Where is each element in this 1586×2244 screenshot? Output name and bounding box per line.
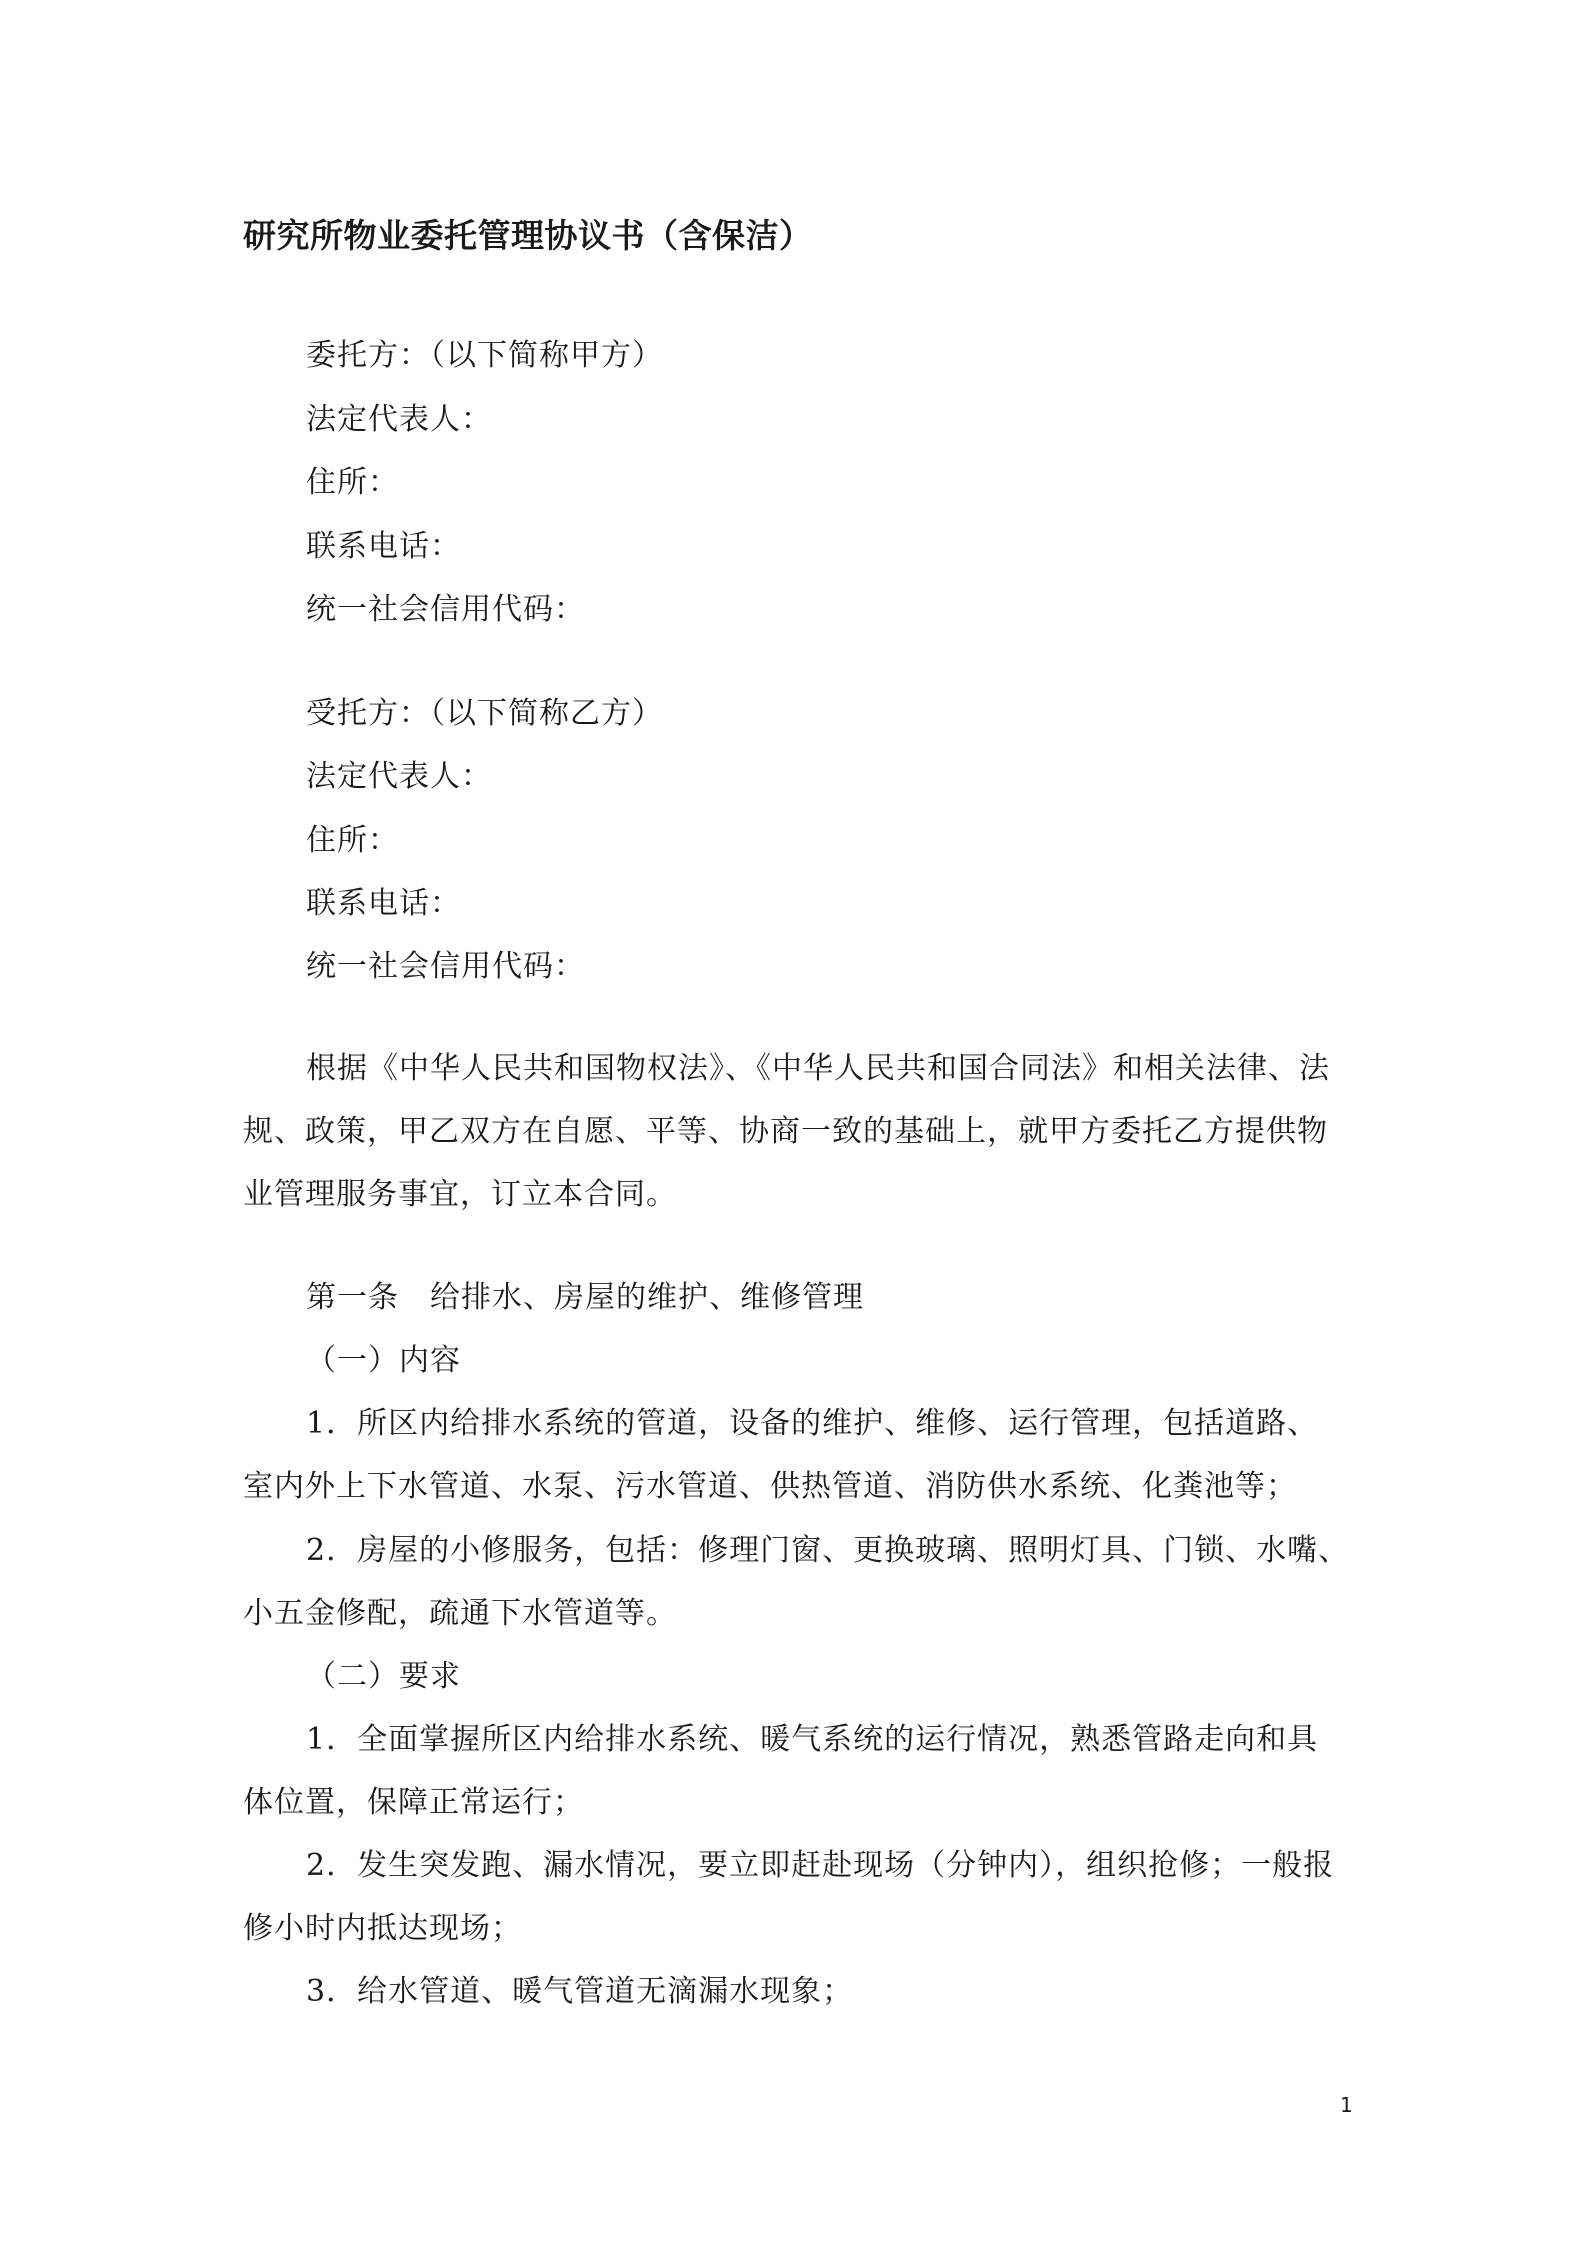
section-heading-content: （一）内容 — [306, 1343, 461, 1378]
preamble-line: 根据《中华人民共和国物权法》、《中华人民共和国合同法》和相关法律、法 — [306, 1051, 1330, 1086]
party-b-phone: 联系电话： — [306, 886, 461, 921]
party-a-phone: 联系电话： — [306, 529, 461, 564]
page-number: 1 — [1340, 2093, 1353, 2117]
document-title: 研究所物业委托管理协议书（含保洁） — [243, 216, 813, 255]
party-a-legal-rep: 法定代表人： — [306, 402, 492, 437]
section-heading-requirements: （二）要求 — [306, 1659, 461, 1694]
content-item-1-cont: 室内外上下水管道、水泵、污水管道、供热管道、消防供水系统、化粪池等； — [243, 1469, 1297, 1504]
requirement-item-1-cont: 体位置，保障正常运行； — [243, 1785, 584, 1820]
content-item-2-cont: 小五金修配，疏通下水管道等。 — [243, 1596, 677, 1631]
requirement-item-2-cont: 修小时内抵达现场； — [243, 1911, 522, 1946]
party-b-address: 住所： — [306, 823, 399, 858]
preamble-line: 业管理服务事宜，订立本合同。 — [243, 1177, 677, 1212]
party-b-credit-code: 统一社会信用代码： — [306, 949, 585, 984]
requirement-item-1: 1．全面掌握所区内给排水系统、暖气系统的运行情况，熟悉管路走向和具 — [306, 1722, 1319, 1757]
party-a-address: 住所： — [306, 465, 399, 500]
content-item-1: 1．所区内给排水系统的管道，设备的维护、维修、运行管理，包括道路、 — [306, 1406, 1319, 1441]
content-item-2: 2．房屋的小修服务，包括：修理门窗、更换玻璃、照明灯具、门锁、水嘴、 — [306, 1533, 1350, 1568]
requirement-item-2: 2．发生突发跑、漏水情况，要立即赶赴现场（分钟内），组织抢修；一般报 — [306, 1848, 1335, 1883]
party-a-credit-code: 统一社会信用代码： — [306, 592, 585, 627]
requirement-item-3: 3．给水管道、暖气管道无滴漏水现象； — [306, 1974, 854, 2009]
preamble-line: 规、政策，甲乙双方在自愿、平等、协商一致的基础上，就甲方委托乙方提供物 — [243, 1114, 1328, 1149]
party-b-legal-rep: 法定代表人： — [306, 759, 492, 794]
party-b-label: 受托方：（以下简称乙方） — [306, 696, 663, 731]
article-heading: 第一条 给排水、房屋的维护、维修管理 — [306, 1280, 864, 1315]
party-a-label: 委托方：（以下简称甲方） — [306, 338, 663, 373]
